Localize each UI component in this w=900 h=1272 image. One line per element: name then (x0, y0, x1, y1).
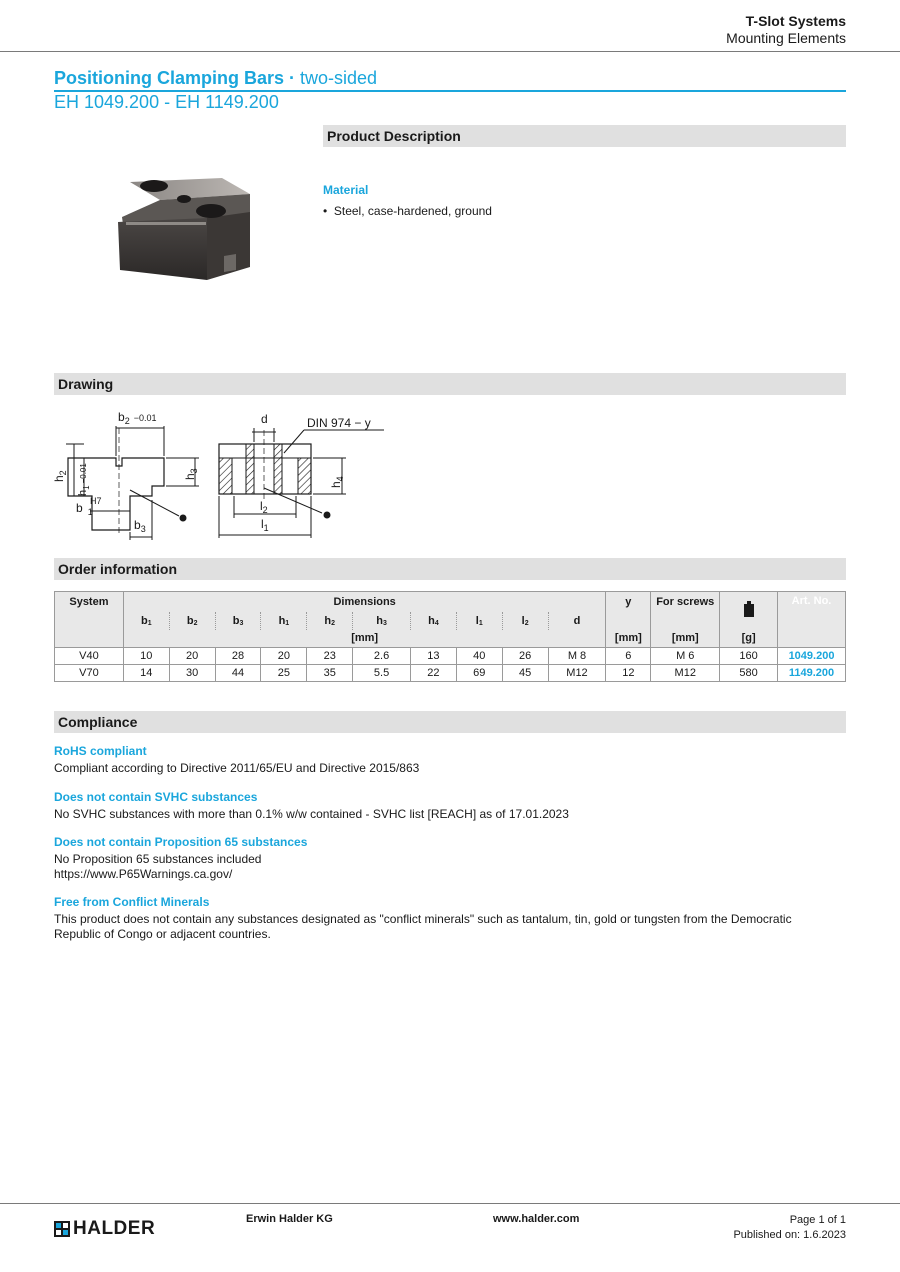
footer-website[interactable]: www.halder.com (493, 1213, 580, 1225)
material-heading: Material (323, 183, 369, 197)
material-item-text: Steel, case-hardened, ground (333, 204, 492, 218)
table-row: V40 10 20 28 20 23 2.6 13 40 26 M 8 6 M 6 160 1049.200 (55, 648, 846, 665)
label-b2-sub: 2 (124, 416, 130, 426)
label-h3-sub: 3 (189, 468, 199, 474)
svg-text:h1−0.01 (77, 463, 91, 496)
unit-y: [mm] (606, 630, 651, 648)
label-h3: h (183, 473, 197, 480)
header-category: T-Slot Systems (745, 13, 846, 29)
svg-text:b2−0.01 (118, 410, 156, 426)
compliance-prop65-title: Does not contain Proposition 65 substances (54, 835, 308, 849)
label-b3-sub: 3 (140, 524, 146, 534)
order-table (54, 591, 846, 682)
col-system: System (55, 592, 124, 612)
dim-b1: $b_1$ (123, 612, 169, 630)
label-b2: b (118, 410, 125, 424)
compliance-svhc-text: No SVHC substances with more than 0.1% w/w contained - SVHC list [REACH] as of 17.01.2023 (54, 807, 569, 821)
article-number-link[interactable]: 1049.200 (778, 648, 846, 665)
compliance-conflict-text-2: Republic of Congo or adjacent countries. (54, 927, 271, 941)
footer-published: Published on: 1.6.2023 (733, 1229, 846, 1241)
unit-dimensions: [mm] (123, 630, 606, 648)
footer-divider (0, 1203, 900, 1204)
label-b1: b (76, 501, 83, 515)
page-title (54, 67, 377, 89)
compliance-svhc-title: Does not contain SVHC substances (54, 790, 258, 804)
unit-screws: [mm] (651, 630, 720, 648)
label-h1: h (77, 489, 89, 496)
svg-text:h4 (329, 476, 345, 488)
col-art: Art. No. (778, 592, 846, 648)
label-h2: h (52, 475, 66, 482)
title-variant: two-sided (300, 68, 378, 88)
header-subcategory: Mounting Elements (726, 30, 846, 46)
table-row: V70 14 30 44 25 35 5.5 22 69 45 M12 12 M12 580 1149.200 (55, 665, 846, 682)
svg-text:l1 (261, 517, 269, 533)
label-b2-tol: −0.01 (133, 413, 157, 423)
material-item: • Steel, case-hardened, ground (323, 204, 492, 218)
label-b1-sub: 1 (87, 507, 93, 517)
svg-text:l2 (260, 499, 268, 515)
footer-page: Page 1 of 1 (789, 1214, 846, 1226)
header-block (726, 13, 846, 47)
dim-d: d (548, 612, 606, 630)
title-main: Positioning Clamping Bars (54, 68, 285, 88)
label-h1-tol: −0.01 (79, 463, 88, 484)
technical-drawing (54, 408, 394, 543)
col-screws: For screws (651, 592, 720, 612)
svg-text:h2 (52, 470, 68, 482)
halder-logo-text: HALDER (73, 1218, 156, 1239)
dim-l2: $l_2$ (502, 612, 548, 630)
table-units-row (55, 630, 846, 648)
halder-logo-icon (54, 1221, 70, 1237)
compliance-heading: Compliance (54, 711, 846, 733)
compliance-conflict-text-1: This product does not contain any substances designated as "conflict minerals" such as tantalum, tin, gold or tungsten from the Democratic (54, 912, 792, 926)
dim-h3: $h_3$ (353, 612, 411, 630)
dim-h4: $h_4$ (410, 612, 456, 630)
dim-b3: $b_3$ (215, 612, 261, 630)
label-l1-sub: 1 (263, 523, 269, 533)
label-b3: b (134, 518, 141, 532)
weight-icon (743, 601, 755, 617)
svg-text:b3 (134, 518, 146, 534)
unit-weight: [g] (720, 630, 778, 648)
cell-system: V70 (55, 665, 124, 682)
dim-h2: $h_2$ (307, 612, 353, 630)
order-heading: Order information (54, 558, 846, 580)
svg-text:h3 (183, 468, 199, 480)
article-number-link[interactable]: 1149.200 (778, 665, 846, 682)
col-weight (720, 592, 778, 630)
label-din: DIN 974 − y (307, 416, 371, 430)
cell-system: V40 (55, 648, 124, 665)
footer-company: Erwin Halder KG (246, 1213, 333, 1225)
title-range: EH 1049.200 - EH 1149.200 (54, 92, 279, 112)
compliance-conflict-title: Free from Conflict Minerals (54, 895, 210, 909)
product-description-heading: Product Description (323, 125, 846, 147)
header-divider (0, 51, 900, 52)
label-h4: h (329, 481, 343, 488)
table-header-row (55, 592, 846, 612)
label-d: d (261, 412, 268, 426)
label-l2: l (260, 499, 263, 513)
compliance-rohs-text: Compliant according to Directive 2011/65/EU and Directive 2015/863 (54, 761, 420, 775)
drawing-heading: Drawing (54, 373, 846, 395)
dim-l1: $l_1$ (456, 612, 502, 630)
compliance-prop65-link[interactable]: https://www.P65Warnings.ca.gov/ (54, 867, 233, 881)
halder-logo (54, 1218, 155, 1240)
dim-h1: $h_1$ (261, 612, 307, 630)
footer-meta (733, 1213, 846, 1243)
product-image (112, 172, 257, 287)
label-b1-tol: H7 (90, 496, 102, 506)
col-dimensions: Dimensions (123, 592, 606, 612)
title-dot: · (284, 68, 301, 88)
dim-b2: $b_2$ (169, 612, 215, 630)
label-h2-sub: 2 (58, 470, 68, 476)
label-h1-sub: 1 (82, 485, 91, 490)
label-h4-sub: 4 (335, 476, 345, 482)
compliance-rohs-title: RoHS compliant (54, 744, 147, 758)
compliance-prop65-text: No Proposition 65 substances included (54, 852, 262, 866)
label-l2-sub: 2 (262, 505, 268, 515)
label-l1: l (261, 517, 264, 531)
col-y: y (606, 592, 651, 612)
